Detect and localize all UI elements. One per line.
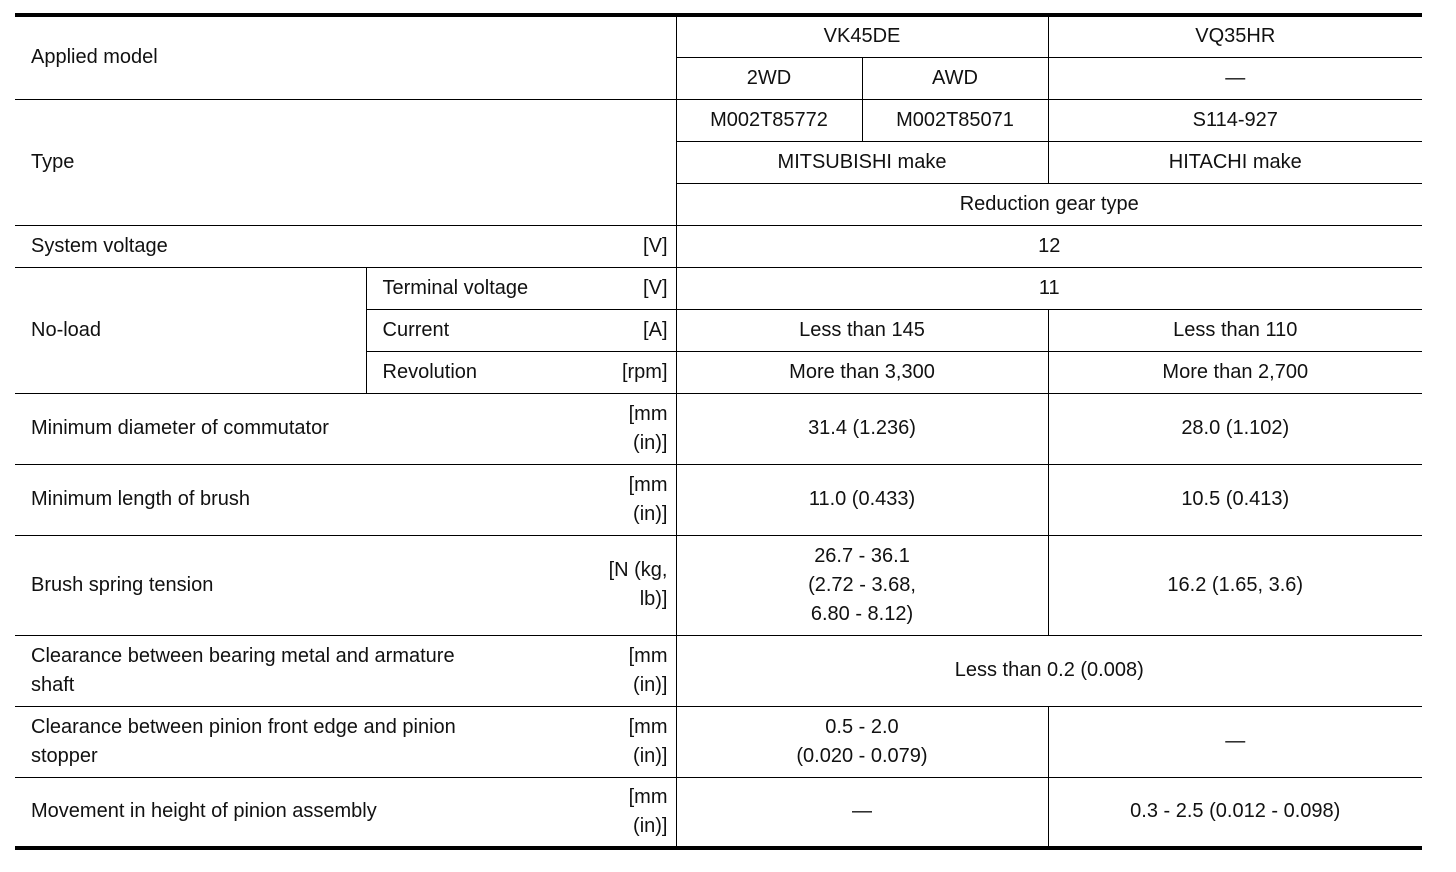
unit-line: (in)] xyxy=(633,502,668,525)
current-label: Current xyxy=(366,309,571,351)
spring-tension-label: Brush spring tension xyxy=(15,535,571,635)
unit-line: (in)] xyxy=(633,431,668,454)
drive-awd: AWD xyxy=(862,57,1048,99)
pinion-movement-unit xyxy=(571,777,676,848)
value-line: (0.020 - 0.079) xyxy=(796,744,928,767)
value-line: 26.7 - 36.1 xyxy=(814,544,910,567)
model-vq35hr: VQ35HR xyxy=(1048,15,1422,57)
pinion-clearance-row xyxy=(15,706,1422,777)
spring-tension-vq-value: 16.2 (1.65, 3.6) xyxy=(1048,535,1422,635)
brush-length-unit xyxy=(571,464,676,535)
unit-line: (in)] xyxy=(633,673,668,696)
type-label: Type xyxy=(15,99,571,225)
brush-length-label: Minimum length of brush xyxy=(15,464,571,535)
unit-line: [mm xyxy=(628,644,668,667)
drive-vq-dash: — xyxy=(1048,57,1422,99)
applied-model-unit-cell xyxy=(571,15,676,99)
applied-model-label: Applied model xyxy=(15,15,571,99)
label-line: stopper xyxy=(31,744,98,767)
brush-length-vk-value: 11.0 (0.433) xyxy=(676,464,1048,535)
unit-line: [mm xyxy=(628,402,668,425)
unit-line: [mm xyxy=(628,785,668,808)
terminal-voltage-unit: [V] xyxy=(571,267,676,309)
pinion-movement-label: Movement in height of pinion assembly xyxy=(15,777,571,848)
header-row-model xyxy=(15,15,1422,57)
spring-tension-unit xyxy=(571,535,676,635)
label-line: Clearance between bearing metal and armature xyxy=(31,644,455,667)
pinion-movement-vq-value: 0.3 - 2.5 (0.012 - 0.098) xyxy=(1048,777,1422,848)
bearing-clearance-unit xyxy=(571,635,676,706)
label-line: shaft xyxy=(31,673,75,696)
pinion-clearance-unit xyxy=(571,706,676,777)
pinion-clearance-vk-value xyxy=(676,706,1048,777)
commutator-unit xyxy=(571,393,676,464)
part-number-vq: S114-927 xyxy=(1048,99,1422,141)
system-voltage-value: 12 xyxy=(676,225,1422,267)
brush-length-row xyxy=(15,464,1422,535)
spring-tension-vk-value xyxy=(676,535,1048,635)
revolution-label: Revolution xyxy=(366,351,571,393)
revolution-vq-value: More than 2,700 xyxy=(1048,351,1422,393)
part-number-awd: M002T85071 xyxy=(862,99,1048,141)
system-voltage-unit: [V] xyxy=(571,225,676,267)
type-row-part-numbers xyxy=(15,99,1422,141)
value-line: 6.80 - 8.12) xyxy=(810,602,914,625)
brush-length-vq-value: 10.5 (0.413) xyxy=(1048,464,1422,535)
terminal-voltage-label: Terminal voltage xyxy=(366,267,571,309)
label-line: Clearance between pinion front edge and pinion xyxy=(31,715,456,738)
current-vk-value: Less than 145 xyxy=(676,309,1048,351)
pinion-clearance-vq-value: — xyxy=(1048,706,1422,777)
commutator-vq-value: 28.0 (1.102) xyxy=(1048,393,1422,464)
no-load-label: No-load xyxy=(15,267,366,393)
model-vk45de: VK45DE xyxy=(676,15,1048,57)
starter-motor-spec-table xyxy=(15,13,1422,850)
make-mitsubishi: MITSUBISHI make xyxy=(676,141,1048,183)
commutator-vk-value: 31.4 (1.236) xyxy=(676,393,1048,464)
revolution-unit: [rpm] xyxy=(571,351,676,393)
unit-line: [N (kg, xyxy=(608,559,668,581)
unit-line: [mm xyxy=(628,473,668,496)
commutator-row xyxy=(15,393,1422,464)
current-vq-value: Less than 110 xyxy=(1048,309,1422,351)
terminal-voltage-value: 11 xyxy=(676,267,1422,309)
value-line: (2.72 - 3.68, xyxy=(808,573,916,596)
terminal-voltage-row xyxy=(15,267,1422,309)
value-line: 0.5 - 2.0 xyxy=(825,715,899,738)
make-hitachi: HITACHI make xyxy=(1048,141,1422,183)
unit-line: lb)] xyxy=(639,588,668,610)
reduction-gear-type: Reduction gear type xyxy=(676,183,1422,225)
system-voltage-label: System voltage xyxy=(15,225,571,267)
unit-line: [mm xyxy=(628,715,668,738)
spring-tension-row xyxy=(15,535,1422,635)
pinion-movement-vk-value: — xyxy=(676,777,1048,848)
pinion-movement-row xyxy=(15,777,1422,848)
current-unit: [A] xyxy=(571,309,676,351)
drive-2wd: 2WD xyxy=(676,57,862,99)
type-unit-cell xyxy=(571,99,676,225)
bearing-clearance-value: Less than 0.2 (0.008) xyxy=(676,635,1422,706)
pinion-clearance-label xyxy=(15,706,571,777)
revolution-vk-value: More than 3,300 xyxy=(676,351,1048,393)
bearing-clearance-label xyxy=(15,635,571,706)
commutator-label: Minimum diameter of commutator xyxy=(15,393,571,464)
part-number-2wd: M002T85772 xyxy=(676,99,862,141)
bearing-clearance-row xyxy=(15,635,1422,706)
unit-line: (in)] xyxy=(633,744,668,767)
system-voltage-row xyxy=(15,225,1422,267)
unit-line: (in)] xyxy=(633,814,668,837)
